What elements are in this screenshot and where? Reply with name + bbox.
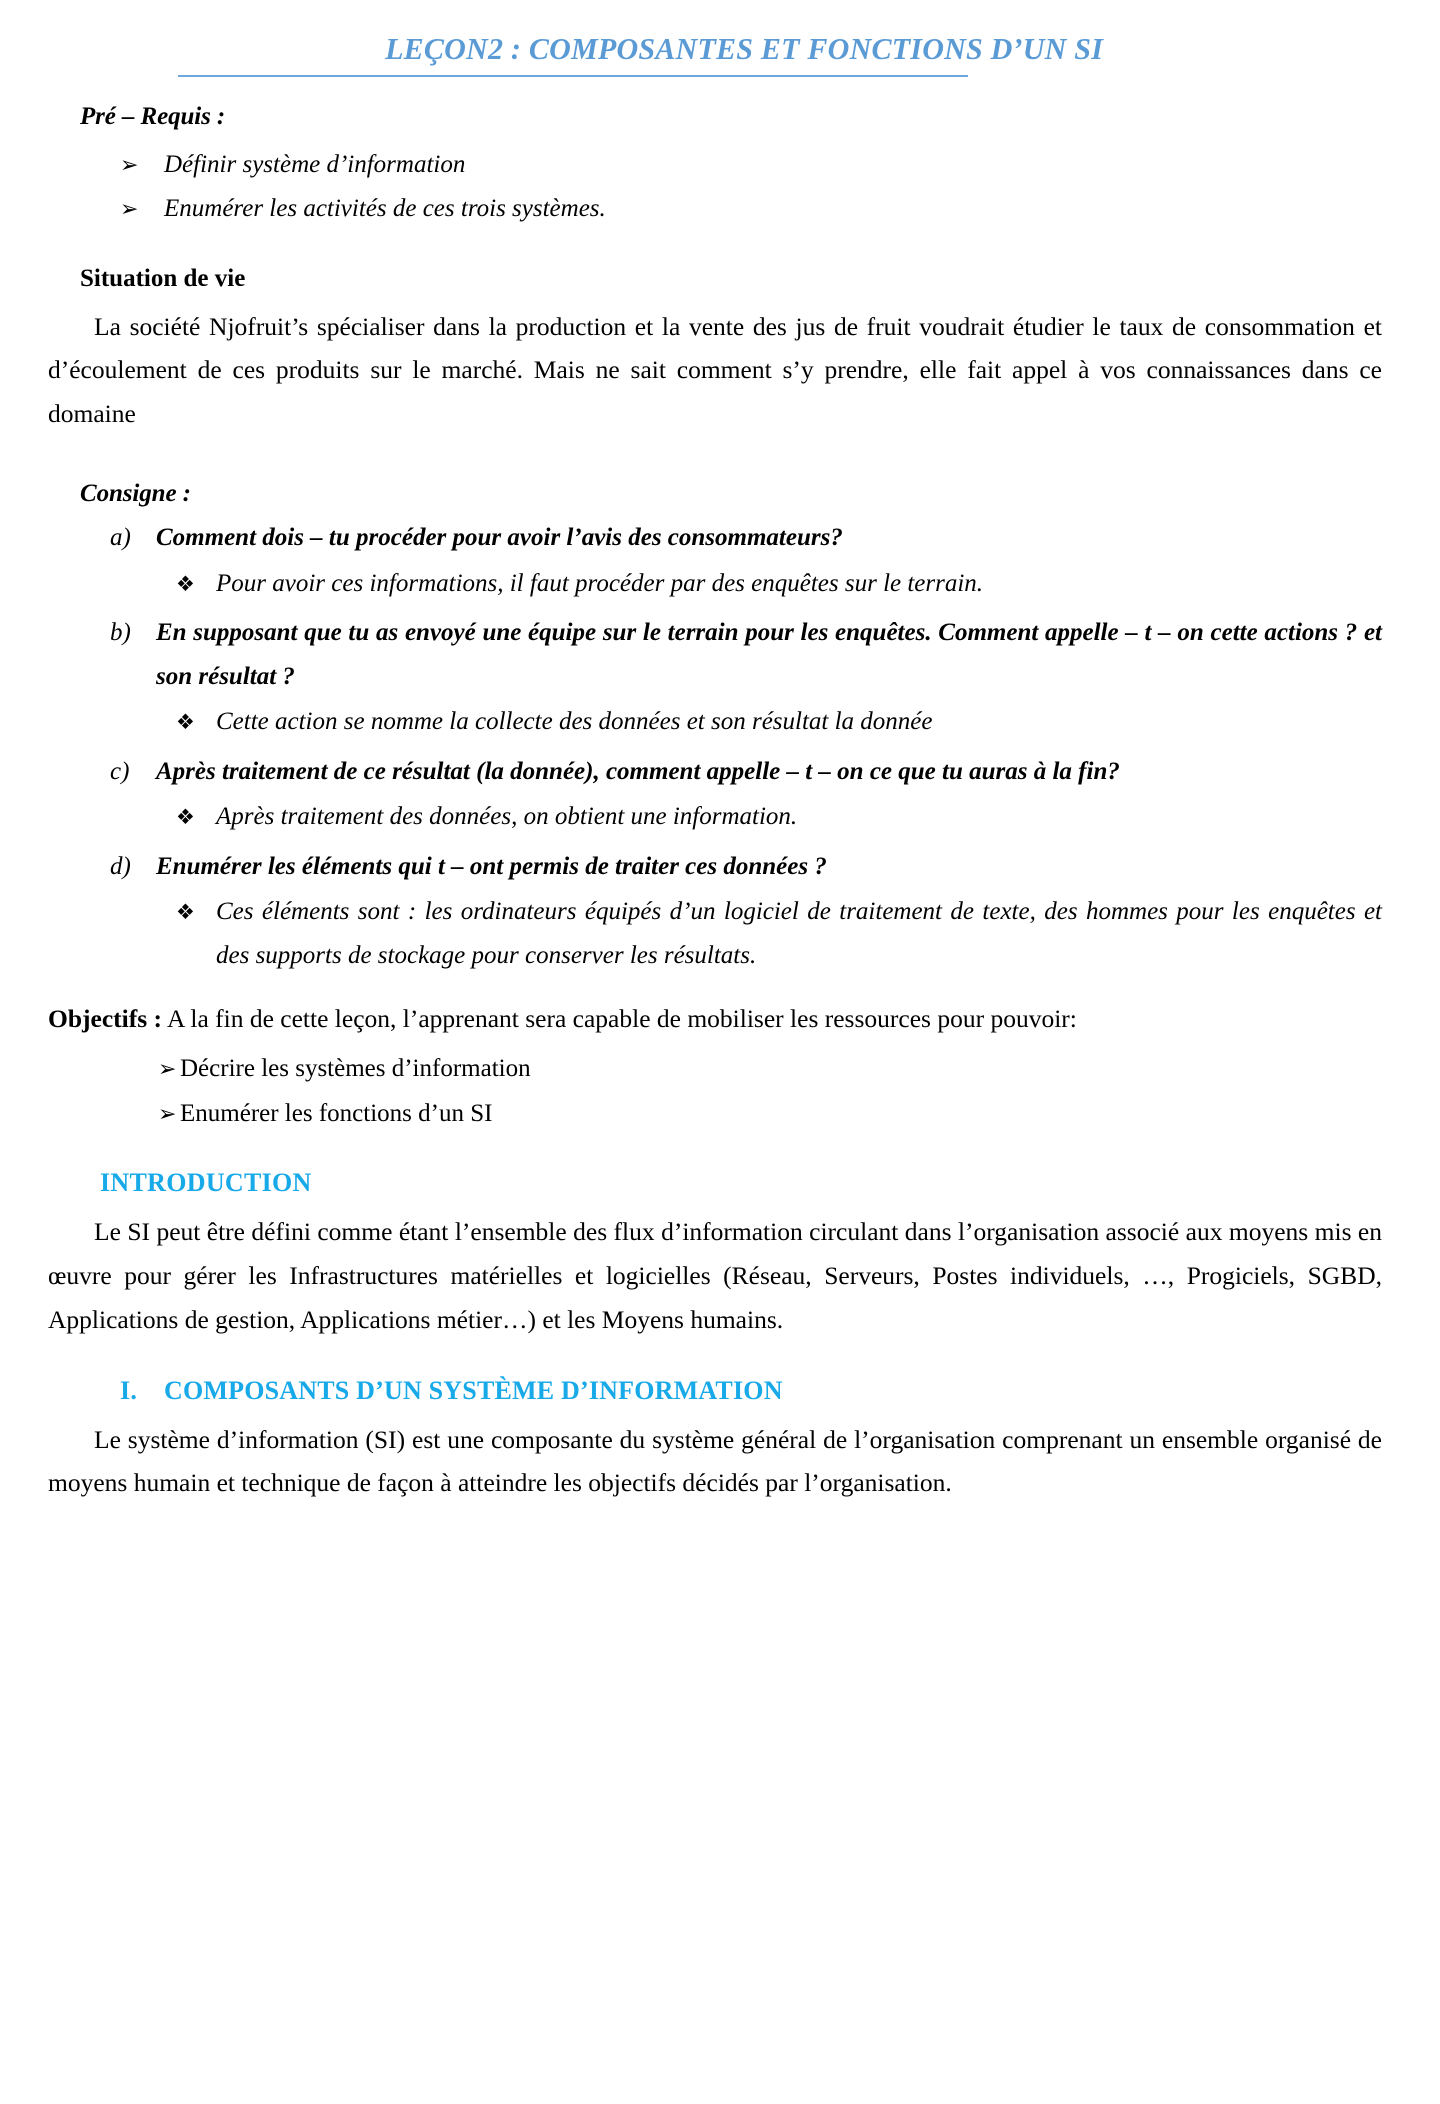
arrow-bullet-icon: ➢ (158, 1056, 177, 1082)
list-item-label: Enumérer les activités de ces trois systèmes. (164, 194, 606, 222)
prerequisites-heading: Pré – Requis : (80, 103, 226, 131)
answer-row (68, 700, 1382, 744)
section-number: I. (120, 1375, 138, 1405)
question-text: Comment dois – tu procéder pour avoir l’avis des consommateurs? (156, 524, 843, 552)
answer-row (68, 562, 1382, 606)
question-row (68, 611, 1382, 698)
introduction-paragraph: Le SI peut être défini comme étant l’ensemble des flux d’information circulant dans l’organisation associé aux moyens mis en œuvre pour gérer les Infrastructures matérielles et logicielles (Réseau, Serveurs, Postes individuels, …, Progiciels, SGBD, Applications de gestion, Applications métier…) et les Moyens humains. (48, 1217, 1382, 1334)
section-title: COMPOSANTS D’UN SYSTÈME D’INFORMATION (164, 1375, 783, 1405)
question-text: Enumérer les éléments qui t – ont permis de traiter ces données ? (156, 852, 827, 880)
diamond-bullet-icon: ❖ (176, 710, 195, 735)
diamond-bullet-icon: ❖ (176, 571, 195, 596)
question-text: En supposant que tu as envoyé une équipe sur le terrain pour les enquêtes. Comment appelle – t – on cette actions ? et son résultat ? (156, 619, 1382, 690)
question-row (68, 845, 1382, 889)
section-one-paragraph: Le système d’information (SI) est une composante du système général de l’organisation comprenant un ensemble organisé de moyens humain et technique de façon à atteindre les objectifs décidés par l’organisation. (48, 1424, 1382, 1498)
question-label: a) (110, 524, 131, 552)
objectifs-text: A la fin de cette leçon, l’apprenant sera capable de mobiliser les ressources pour pouvoir: (162, 1004, 1077, 1034)
diamond-bullet-icon: ❖ (176, 805, 195, 830)
list-item (158, 1047, 1382, 1092)
question-row (68, 516, 1382, 560)
arrow-bullet-icon: ➢ (120, 195, 139, 221)
list-item-label: Décrire les systèmes d’information (180, 1055, 531, 1083)
answer-text: Après traitement des données, on obtient une information. (216, 803, 798, 831)
question-label: d) (110, 852, 131, 880)
question-row (68, 750, 1382, 794)
objectifs-paragraph (48, 997, 1382, 1041)
consigne-list (48, 516, 1382, 977)
answer-row (68, 890, 1382, 977)
answer-text: Cette action se nomme la collecte des données et son résultat la donnée (216, 708, 933, 736)
arrow-bullet-icon: ➢ (158, 1100, 177, 1126)
prerequisites-list (48, 143, 1382, 231)
title-divider (178, 75, 968, 77)
answer-text: Ces éléments sont : les ordinateurs équipés d’un logiciel de traitement de texte, des hommes pour les enquêtes et des supports de stockage pour conserver les résultats. (216, 898, 1382, 969)
situation-heading: Situation de vie (80, 264, 246, 292)
answer-text: Pour avoir ces informations, il faut procéder par des enquêtes sur le terrain. (216, 569, 984, 597)
list-item (120, 187, 1382, 231)
question-label: c) (110, 757, 130, 785)
page-title: LEÇON2 : COMPOSANTES ET FONCTIONS D’UN SI (385, 31, 1104, 66)
question-label: b) (110, 619, 131, 647)
objectifs-list (48, 1047, 1382, 1136)
arrow-bullet-icon: ➢ (120, 152, 139, 178)
section-one-heading (48, 1376, 1382, 1406)
question-text: Après traitement de ce résultat (la donnée), comment appelle – t – on ce que tu auras à la fin? (156, 757, 1120, 785)
list-item-label: Enumérer les fonctions d’un SI (180, 1099, 493, 1127)
list-item (158, 1092, 1382, 1137)
list-item-label: Définir système d’information (164, 151, 466, 179)
list-item (120, 143, 1382, 187)
diamond-bullet-icon: ❖ (176, 900, 195, 925)
introduction-heading: INTRODUCTION (100, 1168, 312, 1198)
answer-row (68, 795, 1382, 839)
situation-paragraph: La société Njofruit’s spécialiser dans la production et la vente des jus de fruit voudrait étudier le taux de consommation et d’écoulement de ces produits sur le marché. Mais ne sait comment s’y prendre, elle fait appel à vos connaissances dans ce domaine (48, 311, 1382, 429)
objectifs-label: Objectifs : (48, 1004, 163, 1034)
consigne-heading: Consigne : (80, 480, 191, 508)
title-block (48, 32, 1382, 77)
